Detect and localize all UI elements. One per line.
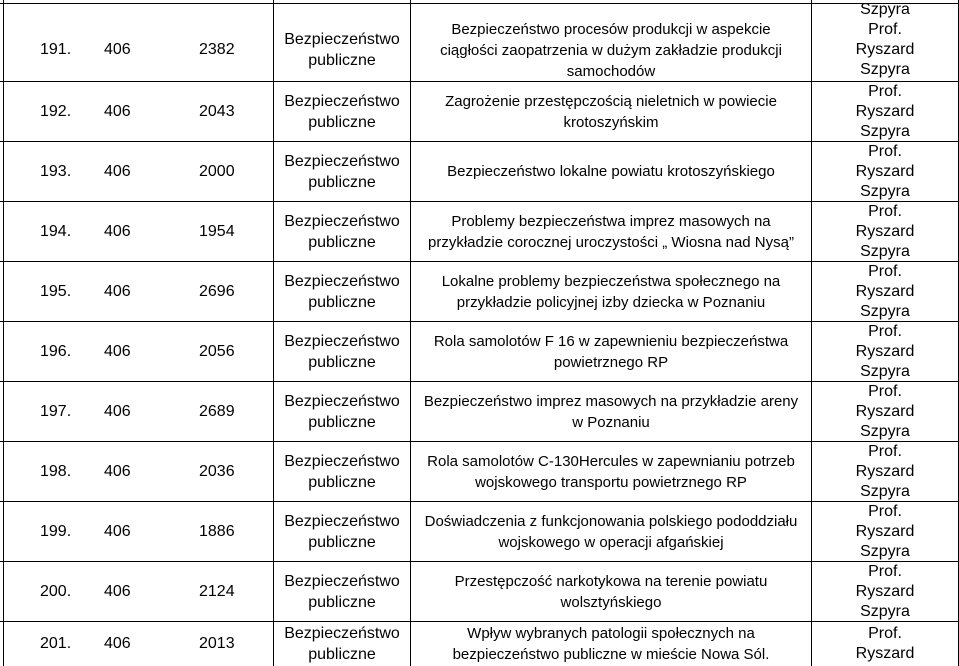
thesis-title: Bezpieczeństwo lokalne powiatu krotoszyńskiego	[447, 163, 775, 180]
thesis-title: Przestępczość narkotykowa na terenie powiatu wolsztyńskiego	[454, 572, 768, 611]
thesis-title: Doświadczenia z funkcjonowania polskiego pododdziału wojskowego w operacji afgańskiej	[424, 512, 798, 551]
field-of-study	[274, 82, 410, 141]
field-line-2: publiczne	[308, 233, 376, 251]
supervisor-title: Prof.	[868, 442, 902, 460]
supervisor-last-name: Szpyra	[860, 122, 910, 140]
row-number: 191.	[40, 41, 72, 58]
row-number: 201.	[40, 635, 72, 652]
field-of-study	[274, 442, 410, 501]
supervisor	[812, 262, 958, 321]
supervisor	[812, 442, 958, 501]
row-number: 195.	[40, 282, 72, 300]
supervisor-title: Prof.	[868, 82, 902, 100]
supervisor	[812, 19, 958, 81]
program-code: 406	[104, 522, 131, 540]
row-number: 193.	[40, 162, 72, 180]
supervisor	[812, 82, 958, 141]
thesis-id: 1886	[199, 522, 235, 540]
thesis-id: 1954	[199, 222, 235, 240]
field-line-1: Bezpieczeństwo	[284, 625, 400, 642]
field-line-2: publiczne	[308, 293, 376, 311]
supervisor	[812, 562, 958, 621]
supervisor-first-name: Ryszard	[855, 522, 915, 540]
supervisor-first-name: Ryszard	[855, 402, 915, 420]
supervisor-title: Prof.	[868, 202, 902, 220]
row-number: 196.	[40, 342, 72, 360]
field-of-study	[274, 562, 410, 621]
row-number: 192.	[40, 102, 72, 120]
supervisor-first-name: Ryszard	[855, 282, 915, 300]
field-line-2: publiczne	[308, 533, 376, 551]
field-of-study	[274, 19, 410, 81]
supervisor-last-name: Szpyra	[860, 362, 910, 380]
thesis-title: Bezpieczeństwo imprez masowych na przykładzie areny w Poznaniu	[423, 392, 799, 431]
supervisor-last-name: Szpyra	[860, 242, 910, 260]
field-of-study	[274, 202, 410, 261]
thesis-title: Zagrożenie przestępczością nieletnich w powiecie krotoszyńskim	[445, 92, 777, 131]
thesis-id: 2000	[199, 162, 235, 180]
supervisor-first-name: Ryszard	[855, 645, 915, 662]
supervisor-first-name: Ryszard	[855, 162, 915, 180]
thesis-title: Lokalne problemy bezpieczeństwa społecznego na przykładzie policyjnej izby dziecka w Poznaniu	[441, 272, 781, 311]
supervisor-title: Prof.	[868, 562, 902, 580]
program-code: 406	[104, 41, 131, 58]
supervisor-first-name: Ryszard	[855, 462, 915, 480]
field-line-1: Bezpieczeństwo	[284, 332, 400, 350]
field-line-1: Bezpieczeństwo	[284, 92, 400, 110]
thesis-title: Rola samolotów C-130Hercules w zapewnianiu potrzeb wojskowego transportu powietrznego RP	[427, 452, 795, 491]
supervisor-last-name: Szpyra	[860, 61, 910, 78]
field-line-1: Bezpieczeństwo	[284, 212, 400, 230]
supervisor-title: Prof.	[868, 502, 902, 520]
supervisor-title: Prof.	[868, 322, 902, 340]
program-code: 406	[104, 102, 131, 120]
thesis-id: 2056	[199, 342, 235, 360]
program-code: 406	[104, 462, 131, 480]
supervisor-first-name: Ryszard	[855, 582, 915, 600]
field-of-study	[274, 142, 410, 201]
field-of-study	[274, 262, 410, 321]
thesis-title: Bezpieczeństwo procesów produkcji w aspekcie ciągłości zaopatrzenia w dużym zakładzie produkcji samochodów	[440, 20, 782, 80]
supervisor-last-name: Szpyra	[860, 182, 910, 200]
thesis-id: 2124	[199, 582, 235, 600]
thesis-id: 2013	[199, 635, 235, 652]
row-number: 198.	[40, 462, 72, 480]
thesis-title: Wpływ wybranych patologii społecznych na bezpieczeństwo publiczne w mieście Nowa Sól.	[452, 625, 770, 663]
thesis-id: 2696	[199, 282, 235, 300]
program-code: 406	[104, 402, 131, 420]
field-line-2: publiczne	[308, 173, 376, 191]
thesis-title: Rola samolotów F 16 w zapewnieniu bezpieczeństwa powietrznego RP	[433, 332, 789, 371]
field-line-1: Bezpieczeństwo	[284, 392, 400, 410]
field-line-1: Bezpieczeństwo	[284, 512, 400, 530]
program-code: 406	[104, 222, 131, 240]
supervisor	[812, 622, 958, 666]
supervisor	[812, 142, 958, 201]
thesis-id: 2043	[199, 102, 235, 120]
supervisor-first-name: Ryszard	[855, 41, 915, 58]
supervisor	[812, 382, 958, 441]
row-number: 199.	[40, 522, 72, 540]
row-number: 197.	[40, 402, 72, 420]
field-line-2: publiczne	[308, 353, 376, 371]
supervisor-first-name: Ryszard	[855, 342, 915, 360]
program-code: 406	[104, 582, 131, 600]
thesis-id: 2382	[199, 41, 235, 58]
supervisor-first-name: Ryszard	[855, 102, 915, 120]
field-of-study	[274, 382, 410, 441]
field-line-1: Bezpieczeństwo	[284, 572, 400, 590]
field-of-study	[274, 502, 410, 561]
supervisor-fragment: Szpyra	[860, 1, 910, 18]
thesis-title: Problemy bezpieczeństwa imprez masowych na przykładzie corocznej uroczystości „ Wiosna nad Nysą”	[428, 212, 794, 251]
supervisor-last-name: Szpyra	[860, 482, 910, 500]
supervisor-title: Prof.	[868, 21, 902, 38]
program-code: 406	[104, 342, 131, 360]
program-code: 406	[104, 635, 131, 652]
field-line-1: Bezpieczeństwo	[284, 452, 400, 470]
field-line-2: publiczne	[308, 52, 376, 69]
supervisor-last-name: Szpyra	[860, 422, 910, 440]
supervisor-last-name: Szpyra	[860, 602, 910, 620]
supervisor-first-name: Ryszard	[855, 222, 915, 240]
field-line-2: publiczne	[308, 413, 376, 431]
field-of-study	[274, 622, 410, 666]
field-line-2: publiczne	[308, 113, 376, 131]
thesis-id: 2689	[199, 402, 235, 420]
field-line-2: publiczne	[308, 646, 376, 663]
row-number: 200.	[40, 582, 72, 600]
supervisor-title: Prof.	[868, 625, 902, 642]
program-code: 406	[104, 282, 131, 300]
supervisor	[812, 502, 958, 561]
thesis-id: 2036	[199, 462, 235, 480]
field-line-1: Bezpieczeństwo	[284, 31, 400, 48]
field-line-1: Bezpieczeństwo	[284, 272, 400, 290]
field-of-study	[274, 322, 410, 381]
supervisor-title: Prof.	[868, 382, 902, 400]
supervisor	[812, 202, 958, 261]
supervisor-title: Prof.	[868, 262, 902, 280]
supervisor-title: Prof.	[868, 142, 902, 160]
field-line-2: publiczne	[308, 473, 376, 491]
row-number: 194.	[40, 222, 72, 240]
supervisor-last-name: Szpyra	[860, 542, 910, 560]
column-border	[3, 0, 4, 666]
program-code: 406	[104, 162, 131, 180]
supervisor	[812, 322, 958, 381]
field-line-2: publiczne	[308, 593, 376, 611]
supervisor-last-name: Szpyra	[860, 302, 910, 320]
field-line-1: Bezpieczeństwo	[284, 152, 400, 170]
